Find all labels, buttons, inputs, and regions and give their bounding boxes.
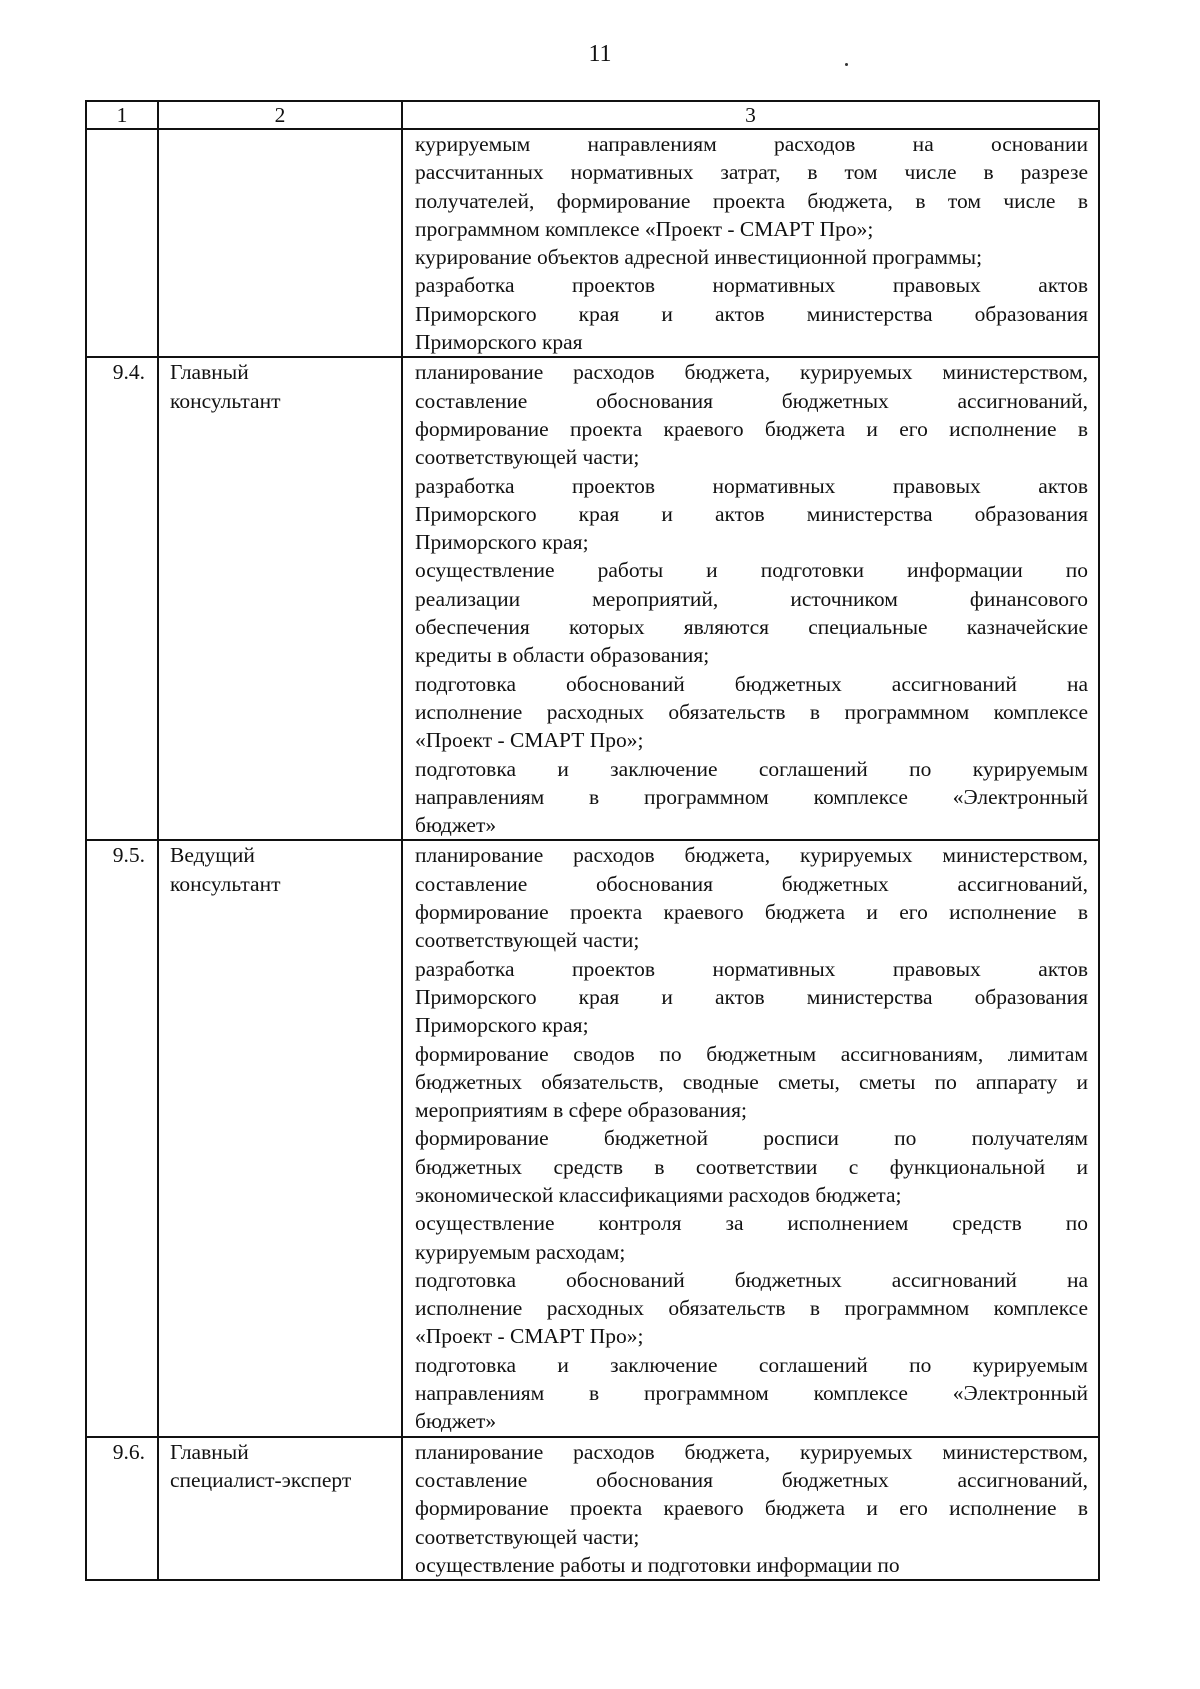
duty-line: разработка проектов нормативных правовых актов (415, 473, 1088, 498)
duty-line: бюджетных средств в соответствии с функциональной и (415, 1154, 1088, 1179)
duties-table (85, 100, 1100, 1581)
header-cell-1: 1 (86, 101, 158, 129)
header-cell-3: 3 (402, 101, 1099, 129)
duties-text (402, 129, 1099, 357)
duty-line: курируемым расходам; (415, 1239, 626, 1264)
duty-line: осуществление контроля за исполнением средств по (415, 1211, 1088, 1236)
duty-line: формирование бюджетной росписи по получателям (415, 1126, 1088, 1151)
duties-text (402, 357, 1099, 840)
page-number: 11 (588, 41, 612, 67)
duty-line: разработка проектов нормативных правовых актов (415, 273, 1088, 298)
position-line: Ведущий (170, 843, 255, 868)
position-line: Главный (170, 360, 249, 385)
position-title (158, 357, 402, 840)
duty-line: курирование объектов адресной инвестиционной программы; (415, 245, 983, 270)
duty-line: мероприятиям в сфере образования; (415, 1098, 747, 1123)
row-number: 9.5. (86, 840, 158, 1436)
table-row (86, 1437, 1099, 1580)
duty-line: программном комплексе «Проект - СМАРТ Про»; (415, 216, 874, 241)
duty-line: подготовка обоснований бюджетных ассигнований на (415, 671, 1088, 696)
duty-line: получателей, формирование проекта бюджета, в том числе в (415, 188, 1088, 213)
position-title (158, 840, 402, 1436)
duty-line: рассчитанных нормативных затрат, в том числе в разрезе (415, 160, 1088, 185)
row-number: 9.4. (86, 357, 158, 840)
duty-line: Приморского края (415, 330, 583, 355)
duty-line: бюджет» (415, 813, 497, 838)
duty-line: курируемым направлениям расходов на основании (415, 132, 1088, 156)
duty-line: планирование расходов бюджета, курируемых министерством, (415, 1439, 1088, 1464)
row-number: 9.6. (86, 1437, 158, 1580)
position-line: консультант (170, 871, 281, 896)
duty-line: бюджет» (415, 1409, 497, 1434)
duty-line: экономической классификациями расходов бюджета; (415, 1182, 902, 1207)
duty-line: Приморского края; (415, 530, 589, 555)
table-header-row (86, 101, 1099, 129)
duty-line: соответствующей части; (415, 1524, 640, 1549)
duty-line: Приморского края и актов министерства образования (415, 301, 1088, 326)
duty-line: формирование проекта краевого бюджета и его исполнение в (415, 900, 1088, 925)
row-number (86, 129, 158, 357)
duty-line: обеспечения которых являются специальные казначейские (415, 615, 1088, 640)
scan-speck (845, 63, 848, 66)
duty-line: формирование проекта краевого бюджета и его исполнение в (415, 416, 1088, 441)
duty-line: направлениям в программном комплексе «Электронный (415, 1381, 1088, 1406)
duty-line: «Проект - СМАРТ Про»; (415, 728, 644, 753)
duty-line: подготовка и заключение соглашений по курируемым (415, 756, 1088, 781)
position-line: специалист-эксперт (170, 1467, 352, 1492)
duty-line: разработка проектов нормативных правовых актов (415, 956, 1088, 981)
duty-line: осуществление работы и подготовки информации по (415, 558, 1088, 583)
duty-line: составление обоснования бюджетных ассигнований, (415, 1467, 1088, 1492)
duty-line: соответствующей части; (415, 445, 640, 470)
duty-line: Приморского края; (415, 1013, 589, 1038)
duty-line: формирование сводов по бюджетным ассигнованиям, лимитам (415, 1041, 1088, 1066)
position-title (158, 129, 402, 357)
duty-line: бюджетных обязательств, сводные сметы, сметы по аппарату и (415, 1069, 1088, 1094)
position-title (158, 1437, 402, 1580)
duty-line: формирование проекта краевого бюджета и его исполнение в (415, 1496, 1088, 1521)
duty-line: планирование расходов бюджета, курируемых министерством, (415, 360, 1088, 385)
duty-line: Приморского края и актов министерства образования (415, 984, 1088, 1009)
position-line: консультант (170, 388, 281, 413)
duty-line: реализации мероприятий, источником финансового (415, 586, 1088, 611)
position-line: Главный (170, 1439, 249, 1464)
duty-line: соответствующей части; (415, 928, 640, 953)
duties-text (402, 840, 1099, 1436)
table-row (86, 840, 1099, 1436)
table-row (86, 357, 1099, 840)
duty-line: Приморского края и актов министерства образования (415, 501, 1088, 526)
duty-line: подготовка обоснований бюджетных ассигнований на (415, 1267, 1088, 1292)
table-row (86, 129, 1099, 357)
duties-text (402, 1437, 1099, 1580)
duty-line: кредиты в области образования; (415, 643, 710, 668)
duty-line: составление обоснования бюджетных ассигнований, (415, 388, 1088, 413)
duty-line: подготовка и заключение соглашений по курируемым (415, 1352, 1088, 1377)
duty-line: составление обоснования бюджетных ассигнований, (415, 871, 1088, 896)
header-cell-2: 2 (158, 101, 402, 129)
duty-line: исполнение расходных обязательств в программном комплексе (415, 699, 1088, 724)
duty-line: планирование расходов бюджета, курируемых министерством, (415, 843, 1088, 868)
duty-line: «Проект - СМАРТ Про»; (415, 1324, 644, 1349)
duty-line: осуществление работы и подготовки информации по (415, 1552, 900, 1577)
duty-line: исполнение расходных обязательств в программном комплексе (415, 1296, 1088, 1321)
duty-line: направлениям в программном комплексе «Электронный (415, 784, 1088, 809)
